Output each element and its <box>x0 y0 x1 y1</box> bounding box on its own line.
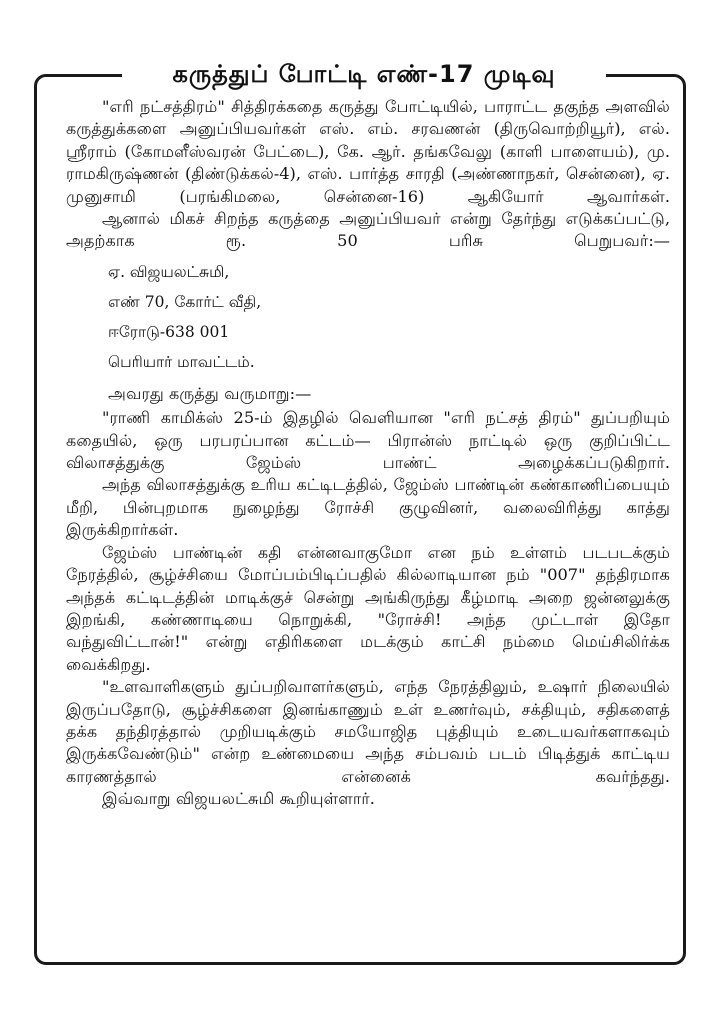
address-street: எண் 70, கோர்ட் வீதி, <box>108 292 262 311</box>
address-name: ஏ. விஜயலட்சுமி, <box>108 262 230 281</box>
paragraph-trap: அந்த விலாசத்துக்கு உரிய கட்டிடத்தில், ஜேம்ஸ் பாண்டின் கண்காணிப்பையும் மீறி, பின்புறமாக நுழைந்து ரோச்சி குழுவினர், வலைவிரித்து காத்து இருக்கிறார்கள். <box>66 475 670 540</box>
paragraph-rescue: ஜேம்ஸ் பாண்டின் கதி என்னவாகுமோ என நம் உள்ளம் படபடக்கும் நேரத்தில், சூழ்ச்சியை மோப்பம்பிடிப்பதில் கில்லாடியான நம் "007" தந்திரமாக அந்தக் கட்டிடத்தின் மாடிக்குச் சென்று அங்கிருந்து கீழ்மாடி அறை ஜன்னலுக்கு இறங்கி, கண்ணாடியை நொறுக்கி, "ரோச்சி! அந்த முட்டாள் இதோ வந்துவிட்டான்!" என்று எதிரிகளை மடக்கும் காட்சி நம்மை மெய்சிலிர்க்க வைக்கிறது. <box>66 542 670 674</box>
address-city: ஈரோடு-638 001 <box>108 322 230 341</box>
paragraph-opinion-intro: அவரது கருத்து வருமாறு:— <box>108 383 312 403</box>
paragraph-lesson: "உளவாளிகளும் துப்பறிவாளர்களும், எந்த நேரத்திலும், உஷார் நிலையில் இருப்பதோடு, சூழ்ச்சிகளை இனங்காணும் உள் உணர்வும், சக்தியும், சதிகளைத் தக்க தந்திரத்தால் முறியடிக்கும் சமயோஜித புத்தியும் உடையவர்களாகவும் இருக்கவேண்டும்" என்ற உண்மையை அந்த சம்பவம் படம் பிடித்துக் காட்டிய காரணத்தால் என்னைக் கவர்ந்தது. <box>66 677 670 786</box>
address-district: பெரியார் மாவட்டம். <box>108 352 255 371</box>
winner-address <box>108 257 670 377</box>
paragraph-story-scene: "ராணி காமிக்ஸ் 25-ம் இதழில் வெளியான "எரி நட்சத் திரம்" துப்பறியும் கதையில், ஒரு பரபரப்பான கட்டம்— பிரான்ஸ் நாட்டில் ஒரு குறிப்பிட்ட விலாசத்துக்கு ஜேம்ஸ் பாண்ட் அழைக்கப்படுகிறார். <box>66 408 670 473</box>
paragraph-winner-intro: ஆனால் மிகச் சிறந்த கருத்தை அனுப்பியவர் என்று தேர்ந்து எடுக்கப்பட்டு, அதற்காக ரூ. 50 பரிசு பெறுபவர்:— <box>66 209 670 251</box>
paragraph-honorable-mentions: "எரி நட்சத்திரம்" சித்திரக்கதை கருத்து போட்டியில், பாராட்ட தகுந்த அளவில் கருத்துக்களை அனுப்பியவர்கள் எஸ். எம். சரவணன் (திருவொற்றியூர்), எல். ஸ்ரீராம் (கோமளீஸ்வரன் பேட்டை), கே. ஆர். தங்கவேலு (காளி பாளையம்), மு. ராமகிருஷ்ணன் (திண்டுக்கல்-4), எஸ். பார்த்த சாரதி (அண்ணாநகர், சென்னை), ஏ. முனுசாமி (பரங்கிமலை, சென்னை-16) ஆகியோர் ஆவார்கள். <box>66 97 670 206</box>
paragraph-closing: இவ்வாறு விஜயலட்சுமி கூறியுள்ளார். <box>102 789 375 809</box>
article-title: கருத்துப் போட்டி எண்-17 முடிவு <box>122 52 606 96</box>
article-body <box>66 96 670 811</box>
